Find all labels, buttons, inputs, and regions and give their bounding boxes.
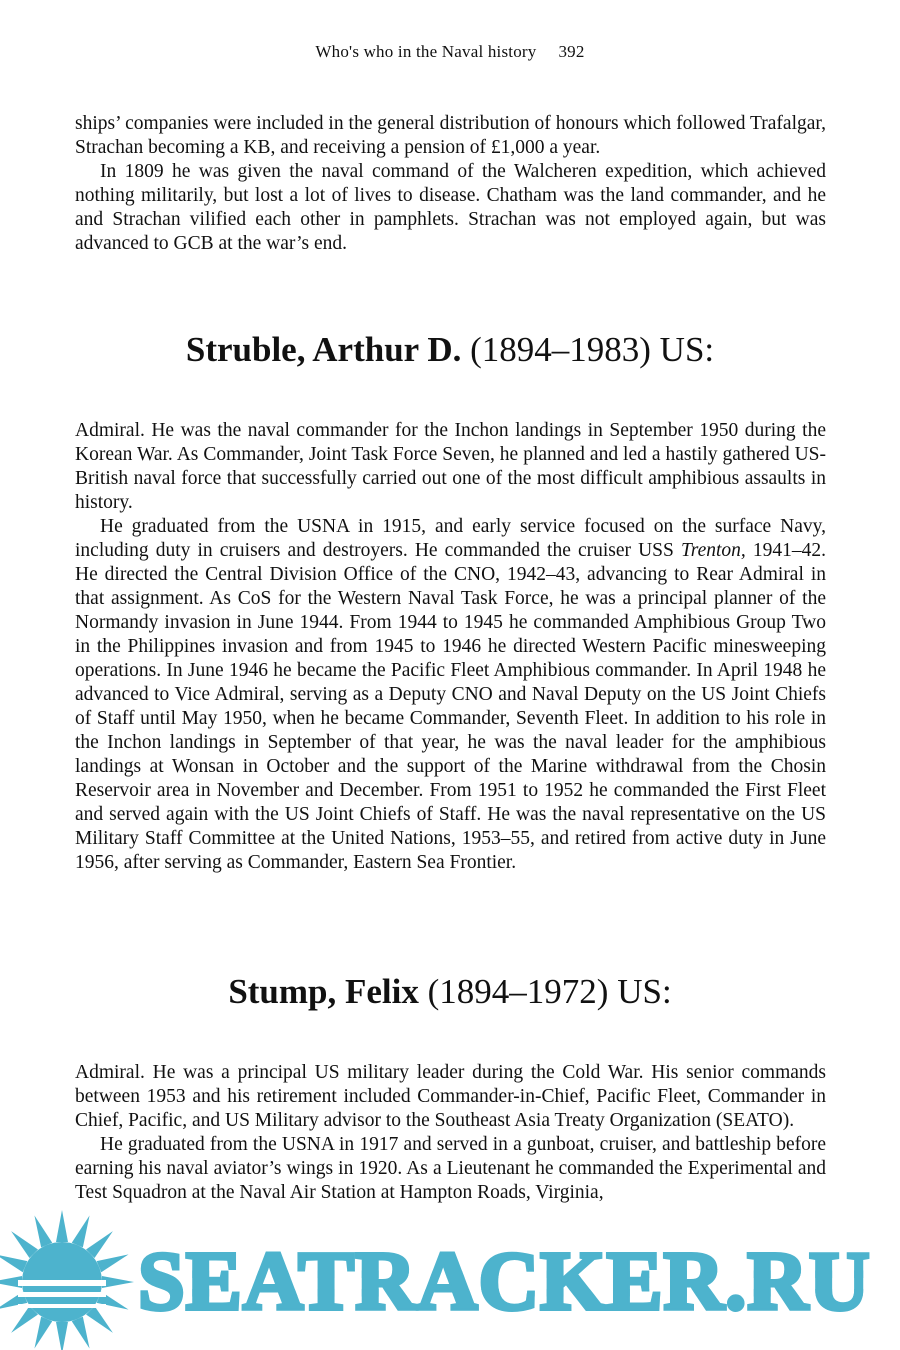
body-paragraph: In 1809 he was given the naval command of the Walcheren expedition, which achieved nothing militarily, but lost a lot of lives to disease. Chatham was the land commander, and he and Strachan vilified each other in pamphlets. Strachan was not employed again, but was advanced to GCB at the war’s end. xyxy=(75,161,826,254)
body-paragraph: ships’ companies were included in the general distribution of honours which followed Trafalgar, Strachan becoming a KB, and receiving a pension of £1,000 a year. xyxy=(75,113,826,158)
body-paragraph: Admiral. He was a principal US military leader during the Cold War. His senior commands between 1953 and his retirement included Commander-in-Chief, Pacific Fleet, Commander in Chief, Pacific, and US Military advisor to the Southeast Asia Treaty Organization (SEATO). xyxy=(75,1062,826,1131)
watermark-text: SEATRACKER.RU xyxy=(138,1235,871,1328)
entry-details: (1894–1983) US: xyxy=(470,330,715,369)
entry-body-struble xyxy=(75,419,826,875)
paragraph-text: 1941–42. He directed the Central Division Office of the CNO, 1942–43, advancing to Rear Admiral in that assignment. As CoS for the Western Naval Task Force, he was a principal planner of the Normandy invasion in June 1944. From 1944 to 1945 he commanded Amphibious Group Two in the Philippines invasion and from 1945 to 1946 he directed Western Pacific minesweeping operations. In June 1946 he became the Pacific Fleet Amphibious commander. In April 1948 he advanced to Vice Admiral, serving as a Deputy CNO and Naval Deputy on the US Joint Chiefs of Staff until May 1950, when he became Commander, Seventh Fleet. In addition to his role in the Inchon landings in September of that year, he was the naval leader for the amphibious landings at Wonsan in October and the support of the Marine withdrawal from the Chosin Reservoir area in November and December. From 1951 to 1952 he commanded the First Fleet and served again with the US Joint Chiefs of Staff. He was the naval representative on the US Military Staff Committee at the United Nations, 1953–55, and retired from active duty in June 1956, after serving as Commander, Eastern Sea Frontier. xyxy=(75,540,827,873)
body-paragraph: He graduated from the USNA in 1917 and served in a gunboat, cruiser, and battleship before earning his naval aviator’s wings in 1920. As a Lieutenant he commanded the Experimental and Test Squadron at the Naval Air Station at Hampton Roads, Virginia, xyxy=(75,1134,826,1203)
entry-body-stump xyxy=(75,1061,826,1205)
entry-name: Struble, Arthur D. xyxy=(185,330,462,369)
page-number: 392 xyxy=(558,42,585,61)
entry-details: (1894–1972) US: xyxy=(427,972,672,1011)
body-paragraph: Admiral. He was the naval commander for the Inchon landings in September 1950 during the Korean War. As Commander, Joint Task Force Seven, he planned and led a hastily gathered US-British naval force that successfully carried out one of the most difficult amphibious assaults in history. xyxy=(75,420,826,513)
paragraph-text: He graduated from the USNA in 1915, and early service focused on the surface Navy, including duty in cruisers and destroyers. He commanded the cruiser USS xyxy=(75,516,826,561)
strachan-continuation xyxy=(75,112,826,256)
running-head xyxy=(0,42,900,62)
body-paragraph xyxy=(75,515,826,875)
entry-heading-stump xyxy=(0,971,900,1013)
entry-name: Stump, Felix xyxy=(228,972,419,1011)
ship-name: Trenton, xyxy=(680,540,746,561)
entry-heading-struble xyxy=(0,329,900,371)
running-head-title: Who's who in the Naval history xyxy=(315,42,537,61)
